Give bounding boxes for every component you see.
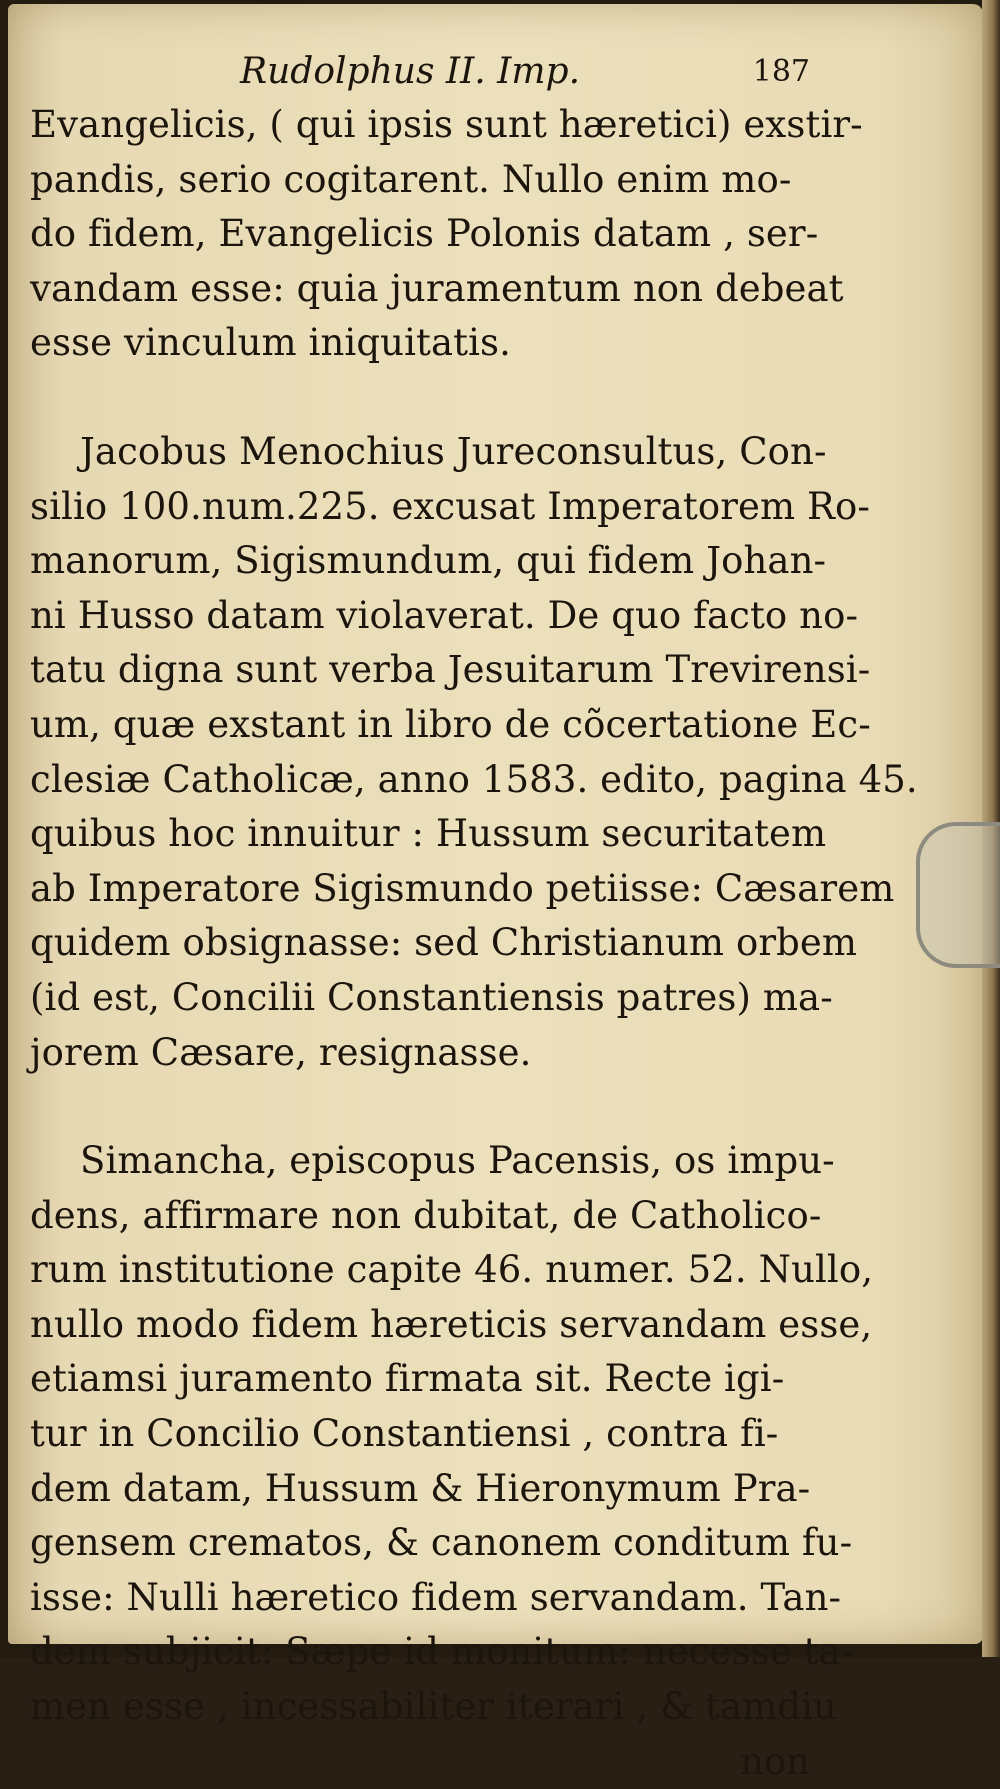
page-number: 187 bbox=[752, 54, 810, 89]
text-line: clesiæ Catholicæ, anno 1583. edito, pagina 45. bbox=[30, 757, 918, 801]
page-clip bbox=[916, 822, 1000, 968]
text-line: quibus hoc innuitur : Hussum securitatem bbox=[30, 812, 827, 856]
paragraph-gap bbox=[30, 1080, 810, 1134]
text-line: pandis, serio cogitarent. Nullo enim mo- bbox=[30, 157, 792, 201]
page-text bbox=[30, 51, 918, 1789]
paragraph-3 bbox=[30, 1134, 874, 1735]
text-line: silio 100.num.225. excusat Imperatorem Ro- bbox=[30, 484, 870, 528]
text-line: dem datam, Hussum & Hieronymum Pra- bbox=[30, 1466, 811, 1510]
text-line: esse vinculum iniquitatis. bbox=[30, 321, 511, 365]
text-line: men esse , incessabiliter iterari , & tamdiu bbox=[30, 1685, 837, 1729]
text-line: ab Imperatore Sigismundo petiisse: Cæsarem bbox=[30, 866, 895, 910]
text-line: Simancha, episcopus Pacensis, os impu- bbox=[80, 1139, 835, 1183]
text-line: tatu digna sunt verba Jesuitarum Trevirensi- bbox=[30, 648, 871, 692]
paragraph-1 bbox=[30, 98, 863, 371]
text-line: dem subjicit: Sæpe id monitum: necesse ta- bbox=[30, 1630, 854, 1674]
catchword: non bbox=[740, 1739, 810, 1783]
text-line: manorum, Sigismundum, qui fidem Johan- bbox=[30, 539, 827, 583]
text-line: isse: Nulli hæretico fidem servandam. Tan- bbox=[30, 1575, 842, 1619]
text-line: rum institutione capite 46. numer. 52. Nullo, bbox=[30, 1248, 874, 1292]
text-line: um, quæ exstant in libro de cõcertatione Ec- bbox=[30, 702, 871, 746]
text-line: dens, affirmare non dubitat, de Catholico- bbox=[30, 1193, 822, 1237]
text-line: vandam esse: quia juramentum non debeat bbox=[30, 266, 844, 310]
text-line: quidem obsignasse: sed Christianum orbem bbox=[30, 921, 858, 965]
text-line: tur in Concilio Constantiensi , contra fi- bbox=[30, 1412, 779, 1456]
text-line: jorem Cæsare, resignasse. bbox=[30, 1030, 532, 1074]
running-header bbox=[30, 52, 810, 92]
paragraph-2 bbox=[30, 425, 918, 1080]
text-line: do fidem, Evangelicis Polonis datam , ser- bbox=[30, 212, 819, 256]
running-title: Rudolphus II. Imp. bbox=[240, 51, 581, 92]
text-line: ni Husso datam violaverat. De quo facto no- bbox=[30, 593, 859, 637]
text-line: nullo modo fidem hæreticis servandam esse, bbox=[30, 1302, 873, 1346]
text-line: (id est, Concilii Constantiensis patres) ma- bbox=[30, 975, 833, 1019]
text-line: Jacobus Menochius Jureconsultus, Con- bbox=[80, 429, 827, 473]
text-line: etiamsi juramento firmata sit. Recte igi- bbox=[30, 1357, 785, 1401]
text-line: gensem crematos, & canonem conditum fu- bbox=[30, 1521, 853, 1565]
paragraph-gap bbox=[30, 371, 810, 425]
text-line: Evangelicis, ( qui ipsis sunt hæretici) exstir- bbox=[30, 103, 863, 146]
